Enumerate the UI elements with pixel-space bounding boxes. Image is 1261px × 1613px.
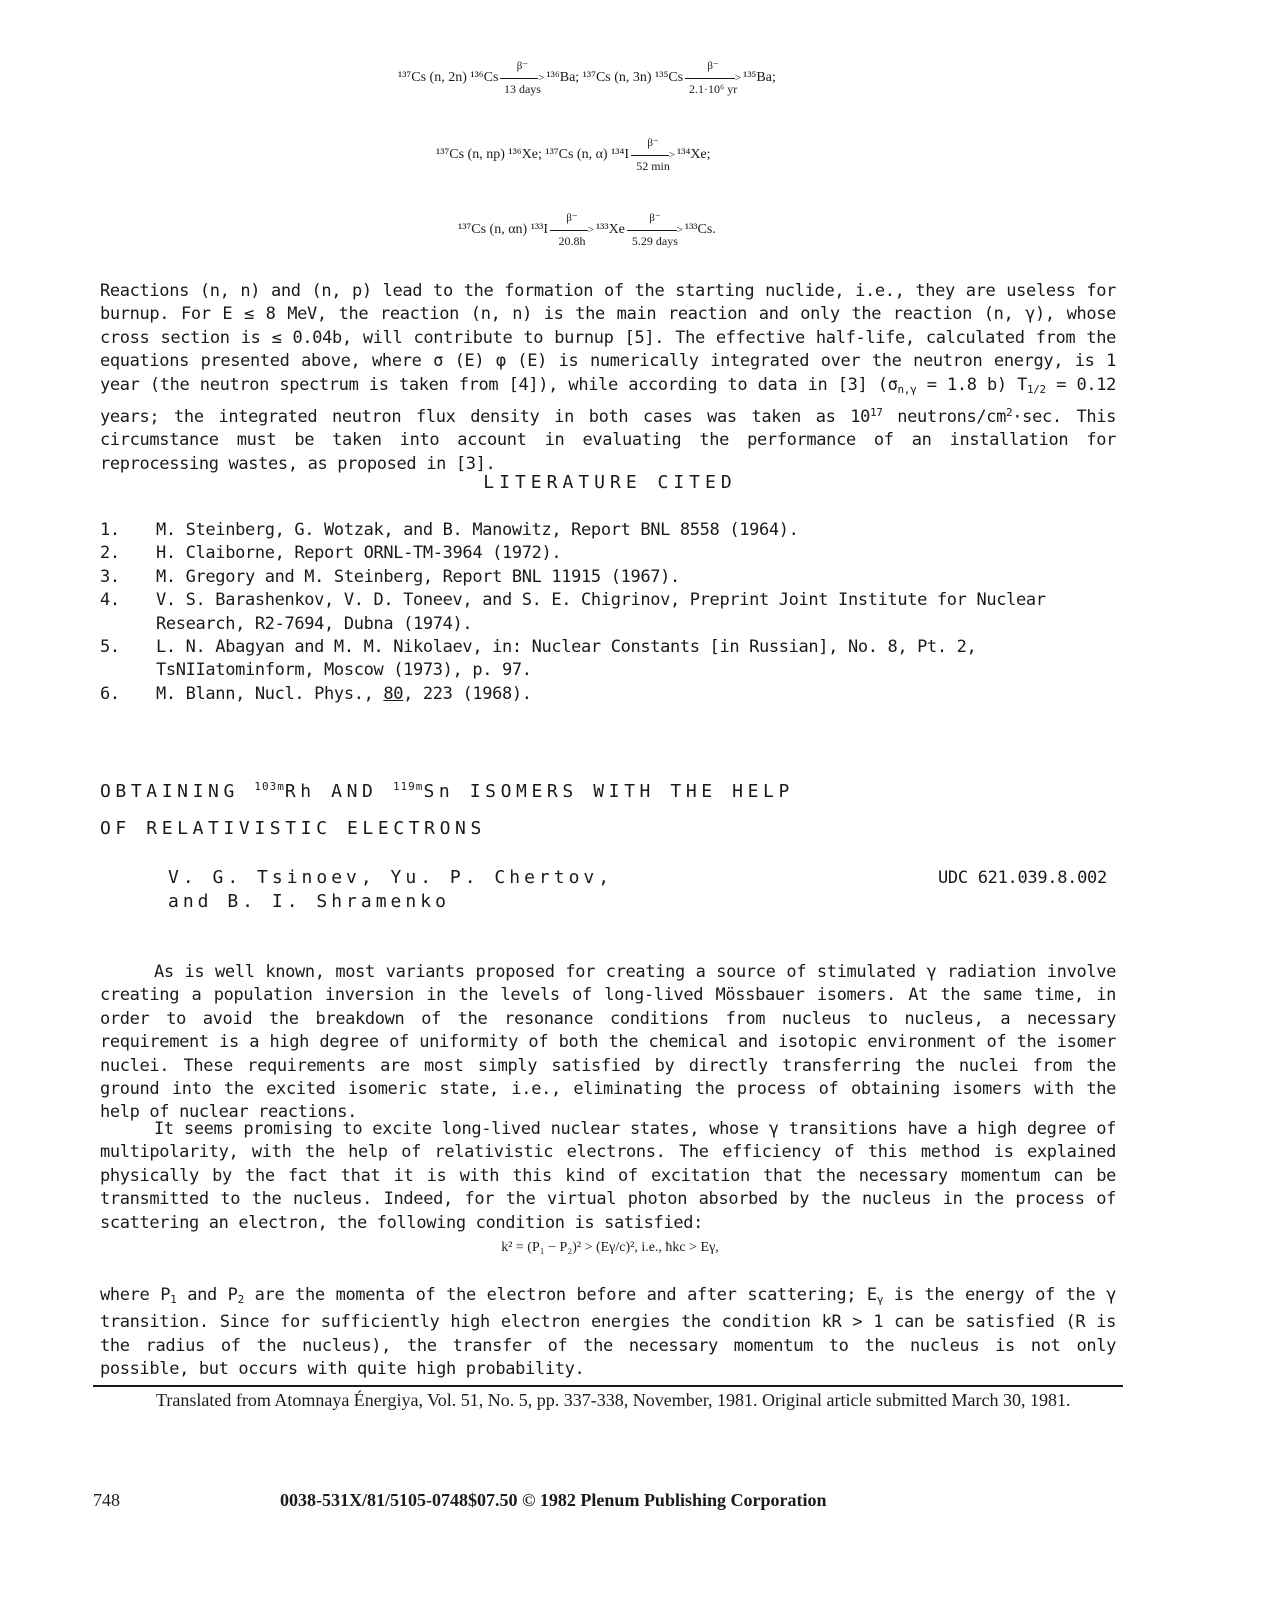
body-paragraph-2: It seems promising to excite long-lived nuclear states, whose γ transitions have a high degree of multipolarity, with the help of relativistic electrons. The efficiency of this method is explained physically by the fact that it is with this kind of excitation that the necessary momentum can be transmitted to the nucleus. Indeed, for the virtual photon absorbed by the nucleus in the process of scattering an electron, the following condition is satisfied: <box>100 1119 1116 1233</box>
equation-line-3 <box>458 211 716 248</box>
decay-arrow-icon: β⁻ > 20.8h <box>550 223 594 237</box>
article-title-line-1: OBTAINING $^{103m}$Rh AND $^{119m}$Sn ISOMERS WITH THE HELP <box>100 780 794 802</box>
eq1-part-c: ¹³⁵Ba; <box>743 70 776 85</box>
momentum-condition-equation: k² = (P₁ − P₂)² > (Eγ/c)², i.e., ħkc > Eγ, <box>501 1240 719 1255</box>
reference-item: 2. H. Claiborne, Report ORNL-TM-3964 (1972). <box>100 543 562 564</box>
footnote-divider <box>93 1385 1123 1387</box>
reference-item: 1. M. Steinberg, G. Wotzak, and B. Manowitz, Report BNL 8558 (1964). <box>100 520 799 540</box>
eq3-part-c: ¹³³Cs. <box>684 222 716 237</box>
eq3-part-b: ¹³³Xe <box>595 222 625 237</box>
authors-line-1: V. G. Tsinoev, Yu. P. Chertov, <box>168 867 614 888</box>
reference-list <box>100 519 1116 706</box>
udc-code: UDC 621.039.8.002 <box>938 868 1107 888</box>
authors <box>168 866 613 914</box>
eq2-part-a: ¹³⁷Cs (n, np) ¹³⁶Xe; ¹³⁷Cs (n, α) ¹³⁴I <box>436 147 630 162</box>
reference-item: 3. M. Gregory and M. Steinberg, Report BNL 11915 (1967). <box>100 566 680 587</box>
reference-item: 4. V. S. Barashenkov, V. D. Toneev, and S. E. Chigrinov, Preprint Joint Institute for Nuclear Research, R2-7694, Dubna (1974). <box>100 590 1046 634</box>
page-number: 748 <box>93 1490 120 1510</box>
eq3-part-a: ¹³⁷Cs (n, αn) ¹³³I <box>458 222 548 237</box>
equation-line-1 <box>398 59 776 96</box>
eq1-part-b: ¹³⁶Ba; ¹³⁷Cs (n, 3n) ¹³⁵Cs <box>546 70 684 85</box>
decay-arrow-icon: β⁻ > 2.1·10⁶ yr <box>685 71 741 85</box>
eq1-part-a: ¹³⁷Cs (n, 2n) ¹³⁶Cs <box>398 70 499 85</box>
decay-arrow-icon: β⁻ > 13 days <box>500 71 544 85</box>
article-title-line-2: OF RELATIVISTIC ELECTRONS <box>100 818 486 839</box>
reference-item: 5. L. N. Abagyan and M. M. Nikolaev, in: Nuclear Constants [in Russian], No. 8, Pt. 2, TsNIIatominform, Moscow (1973), p. 97. <box>100 637 977 681</box>
decay-arrow-icon: β⁻ > 52 min <box>631 148 675 162</box>
paragraph-burnup: Reactions (n, n) and (n, p) lead to the formation of the starting nuclide, i.e., they are useless for burnup. For E ≤ 8 MeV, the reaction (n, n) is the main reaction and only the reaction (n, γ), whose cross section is ≤ 0.04b, will contribute to burnup [5]. The effective half-life, calculated from the equations presented above, where σ (E) φ (E) is numerically integrated over the neutron energy, is 1 year (the neutron spectrum is taken from [4]), while according to data in [3] ($\sigma_{n,\gamma} = 1.8$ b) $T_{1/2} = 0.12$ years; the integrated neutron flux density in both cases was taken as $10^{17}$ neutrons/$cm^2\cdot\sec$. This circumstance must be taken into account in evaluating the performance of an installation for reprocessing wastes, as proposed in [3]. <box>100 281 1117 474</box>
reference-item: 6. M. Blann, Nucl. Phys., 80, 223 (1968). <box>100 683 532 704</box>
body-paragraph-3: where $P_1$ and $P_2$ are the momenta of the electron before and after scattering; $E_\gamma$ is the energy of the γ transition. Since for sufficiently high electron energies the condition kR > 1 can be satisfied (R is the radius of the nucleus), the transfer of the necessary momentum to the nucleus is not only possible, but occurs with quite high probability. <box>100 1285 1117 1380</box>
eq2-part-b: ¹³⁴Xe; <box>677 147 711 162</box>
translation-footnote: Translated from Atomnaya Énergiya, Vol. 51, No. 5, pp. 337-338, November, 1981. Original article submitted March 30, 1981. <box>156 1390 1071 1410</box>
literature-heading: LITERATURE CITED <box>483 472 737 493</box>
authors-line-2: and B. I. Shramenko <box>168 891 450 912</box>
publisher-code: 0038-531X/81/5105-0748$07.50 © 1982 Plenum Publishing Corporation <box>280 1490 827 1510</box>
body-paragraph-1: As is well known, most variants proposed for creating a source of stimulated γ radiation involve creating a population inversion in the levels of long-lived Mössbauer isomers. At the same time, in order to avoid the breakdown of the resonance conditions from nucleus to nucleus, a necessary requirement is a high degree of uniformity of both the chemical and isotopic environment of the isomer nuclei. These requirements are most simply satisfied by directly transferring the nuclei from the ground into the excited isomeric state, i.e., eliminating the process of obtaining isomers with the help of nuclear reactions. <box>100 962 1116 1123</box>
decay-arrow-icon: β⁻ > 5.29 days <box>627 223 683 237</box>
equation-line-2 <box>436 136 711 173</box>
